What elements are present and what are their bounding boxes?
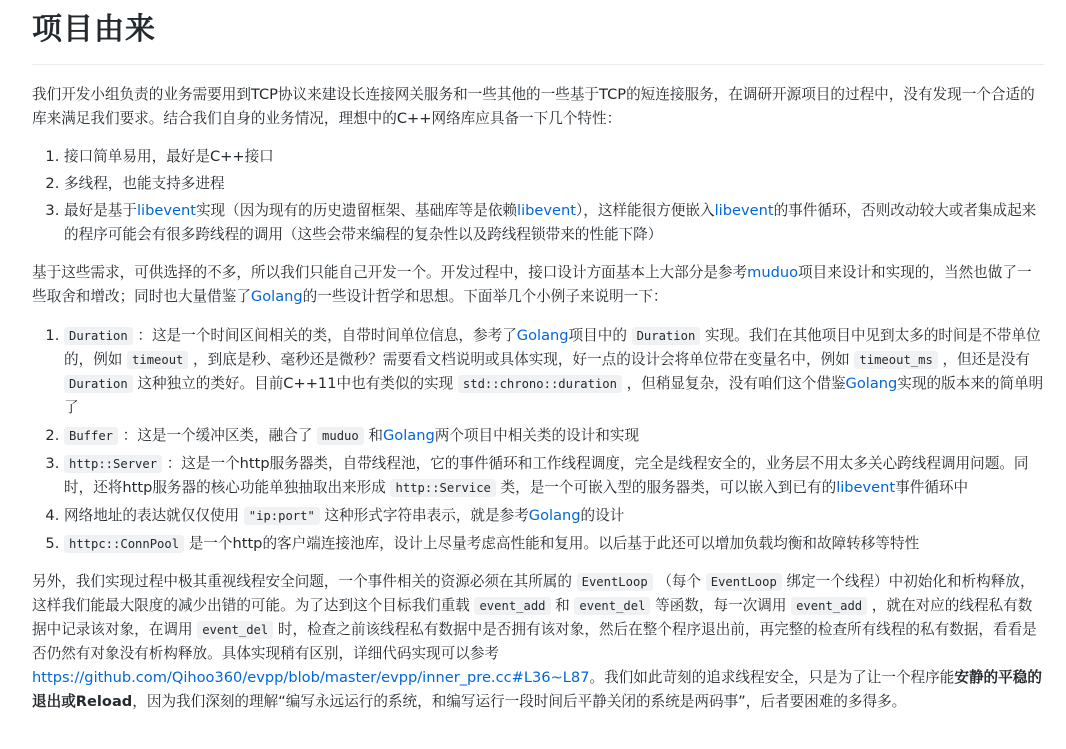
inline-code: http::Service	[390, 479, 495, 497]
list-item	[64, 532, 1044, 556]
list-item	[64, 424, 1044, 448]
paragraph-text: 绑定一个线程）中初始化和析构释放，这样我们能最大限度的减少出错的可能。为了达到这个目标我们重载	[32, 573, 1035, 614]
inline-code: muduo	[317, 427, 364, 445]
inline-code: EventLoop	[706, 573, 782, 591]
paragraph-text: 的一些设计哲学和思想。下面举几个小例子来说明一下：	[302, 288, 668, 305]
inline-code: httpc::ConnPool	[64, 535, 184, 553]
inline-code: Duration	[632, 327, 701, 345]
inline-code: event_add	[791, 597, 867, 615]
list-item-text: 最好是基于	[64, 202, 137, 219]
paragraph-text: （每个	[657, 573, 702, 590]
list-item	[64, 452, 1044, 500]
list-item	[64, 172, 1044, 196]
thread-safety-paragraph	[32, 570, 1044, 714]
inline-code: EventLoop	[577, 573, 653, 591]
list-item-text: 是一个http的客户端连接池库，设计上尽量考虑高性能和复用。以后基于此还可以增加负载均衡和故障转移等特性	[188, 535, 920, 552]
libevent-link[interactable]: libevent	[136, 202, 196, 219]
inline-code: Buffer	[64, 427, 118, 445]
paragraph-text: 和	[555, 597, 570, 614]
paragraph-text: 基于这些需求，可供选择的不多，所以我们只能自己开发一个。开发过程中，接口设计方面基本上大部分是参考	[32, 264, 748, 281]
paragraph-text: ，因为我们深刻的理解“编写永远运行的系统，和编写运行一段时间后平静关闭的系统是两码事”，后者要困难的多得多。	[132, 693, 907, 710]
list-item-text: 实现。我们在其他项目中见到太多的时间是不带单位的，例如	[64, 327, 1041, 368]
inline-code: timeout_ms	[854, 351, 937, 369]
bold-text: Reload	[75, 693, 133, 710]
list-item-text: ，但稍显复杂，没有咱们这个借鉴	[626, 375, 846, 392]
paragraph-text: 项目来设计和实现的，当然也做了一些取舍和增改；同时也大量借鉴了	[32, 264, 1032, 305]
list-item-text: ：这是一个缓冲区类，融合了	[122, 427, 313, 444]
golang-link[interactable]: Golang	[528, 507, 581, 524]
list-item-text: 实现（因为现有的历史遗留框架、基础库等是依赖	[195, 202, 518, 219]
list-item-text: 两个项目中相关类的设计和实现	[434, 427, 640, 444]
list-item-text: 项目中的	[568, 327, 627, 344]
golang-link[interactable]: Golang	[250, 288, 303, 305]
paragraph-text: ，就在对应的线程私有数据中记录该对象，在调用	[32, 597, 1033, 638]
libevent-link[interactable]: libevent	[517, 202, 576, 219]
list-item-text: 接口简单易用，最好是C++接口	[64, 148, 274, 165]
inline-code: Duration	[64, 327, 133, 345]
list-item-text: 和	[368, 427, 383, 444]
bold-text: 安静的平稳的退出或	[32, 669, 1042, 710]
golang-link[interactable]: Golang	[516, 327, 569, 344]
list-item-text: 类，是一个可嵌入型的服务器类，可以嵌入到已有的	[500, 479, 837, 496]
list-item-text: 的设计	[580, 507, 625, 524]
source-code-link[interactable]: https://github.com/Qihoo360/evpp/blob/master/evpp/inner_pre.cc#L36~L87	[32, 669, 590, 686]
list-item-text: ：这是一个http服务器类，自带线程池，它的事件循环和工作线程调度，完全是线程安全的，业务层不用太多关心跨线程调用问题。同时，还将http服务器的核心功能单独抽取出来形成	[64, 455, 1029, 496]
list-item-text: 事件循环中	[895, 479, 969, 496]
paragraph-text: 时，检查之前该线程私有数据中是否拥有该对象，然后在整个程序退出前，再完整的检查所有线程的私有数据，看看是否仍然有对象没有析构释放。具体实现稍有区别，详细代码实现可以参考	[32, 621, 1037, 662]
inline-code: timeout	[127, 351, 188, 369]
list-item	[64, 199, 1044, 247]
page-title: 项目由来	[32, 12, 156, 47]
list-item-text: 这种独立的类好。目前C++11中也有类似的实现	[137, 375, 454, 392]
list-item-text: 网络地址的表达就仅仅使用	[64, 507, 240, 524]
list-item-text: 多线程，也能支持多进程	[64, 175, 225, 192]
design-paragraph	[32, 261, 1044, 309]
paragraph-text: 另外，我们实现过程中极其重视线程安全问题，一个事件相关的资源必须在其所属的	[32, 573, 572, 590]
list-item	[64, 145, 1044, 169]
list-item-text: ：这是一个时间区间相关的类，自带时间单位信息，参考了	[137, 327, 517, 344]
inline-code: std::chrono::duration	[458, 375, 622, 393]
inline-code: event_del	[197, 621, 273, 639]
list-item-text: 实现的版本来的简单明了	[64, 375, 1044, 416]
intro-paragraph: 我们开发小组负责的业务需要用到TCP协议来建设长连接网关服务和一些其他的一些基于TCP的短连接服务，在调研开源项目的过程中，没有发现一个合适的库来满足我们要求。结合我们自身的业务情况，理想中的C++网络库应具备一下几个特性：	[32, 86, 1035, 127]
inline-code: "ip:port"	[244, 507, 320, 525]
muduo-link[interactable]: muduo	[747, 264, 799, 281]
inline-code: event_add	[474, 597, 550, 615]
list-item-text: ，到底是秒、毫秒还是微秒？需要看文档说明或具体实现，好一点的设计会将单位带在变量名中，例如	[193, 351, 850, 368]
list-item-text: ），这样能很方便嵌入	[575, 202, 715, 219]
golang-link[interactable]: Golang	[382, 427, 435, 444]
list-item-text: 这种形式字符串表示，就是参考	[324, 507, 529, 524]
title-divider	[32, 64, 1044, 65]
libevent-link[interactable]: libevent	[836, 479, 896, 496]
list-item	[64, 504, 1044, 528]
golang-link[interactable]: Golang	[845, 375, 898, 392]
paragraph-text: 。我们如此苛刻的追求线程安全，只是为了让一个程序能	[589, 669, 955, 686]
inline-code: event_del	[574, 597, 650, 615]
list-item	[64, 324, 1044, 420]
requirements-list	[32, 145, 1044, 247]
inline-code: http::Server	[64, 455, 162, 473]
list-item-text: 的事件循环，否则改动较大或者集成起来的程序可能会有很多跨线程的调用（这些会带来编程的复杂性以及跨线程锁带来的性能下降）	[64, 202, 1037, 243]
list-item-text: ，但还是没有	[942, 351, 1031, 368]
libevent-link[interactable]: libevent	[714, 202, 774, 219]
inline-code: Duration	[64, 375, 133, 393]
examples-list	[32, 324, 1044, 556]
paragraph-text: 等函数，每一次调用	[655, 597, 787, 614]
